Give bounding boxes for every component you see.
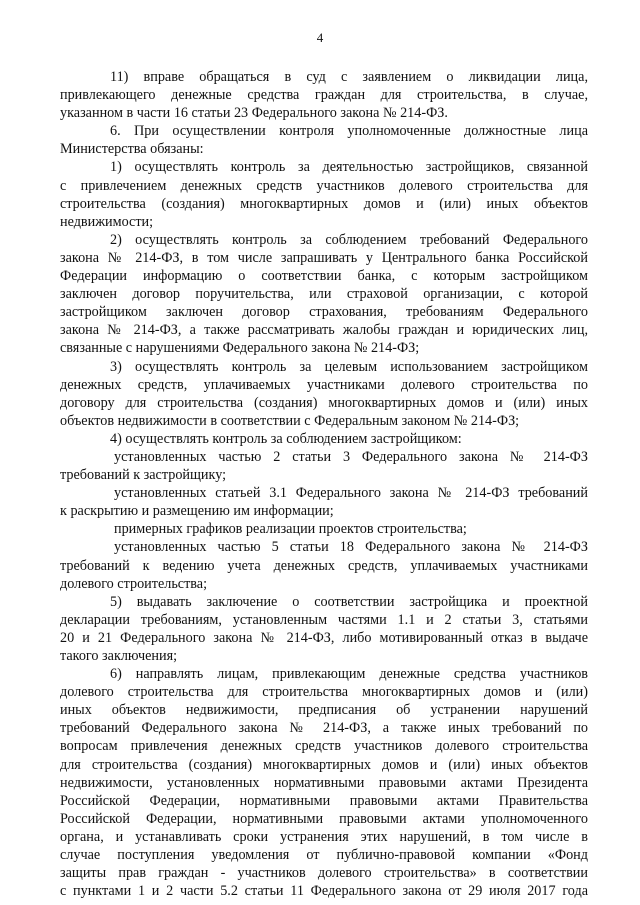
text-line: 4) осуществлять контроль за соблюдением застройщиком: xyxy=(110,430,462,447)
text-line: 1) осуществлять контроль за деятельностью застройщиков, связанной xyxy=(110,159,588,176)
text-line: долевого строительства для строительства многоквартирных домов и (или) xyxy=(60,684,588,701)
text-line: с пунктами 1 и 2 части 5.2 статьи 11 Федерального закона от 29 июля 2017 года xyxy=(60,883,588,900)
text-line: 11) вправе обращаться в суд с заявлением о ликвидации лица, xyxy=(110,69,588,85)
body-text xyxy=(60,68,588,900)
text-line: строительства (создания) многоквартирных домов и (или) иных объектов xyxy=(60,195,588,212)
text-line: застройщиком заключен договор страхования, требованиям Федерального xyxy=(60,304,588,321)
text-line: закона № 214-ФЗ, в том числе запрашивать у Центрального банка Российской xyxy=(60,249,588,266)
text-line: 3) осуществлять контроль за целевым использованием застройщиком xyxy=(110,358,588,375)
text-line: к раскрытию и размещению им информации; xyxy=(60,503,334,520)
text-line: недвижимости; xyxy=(60,213,154,230)
text-line: 6) направлять лицам, привлекающим денежные средства участников xyxy=(110,666,588,683)
page-number: 4 xyxy=(316,30,324,45)
text-line: привлекающего денежные средства граждан для строительства, в случае, xyxy=(60,87,588,104)
text-line: иных объектов недвижимости, предписания об устранении нарушений xyxy=(60,702,588,719)
text-line: денежных средств, уплачиваемых участниками долевого строительства по xyxy=(60,376,588,393)
text-line: 20 и 21 Федерального закона № 214-ФЗ, либо мотивированный отказ в выдаче xyxy=(60,629,588,646)
text-line: с привлечением денежных средств участников долевого строительства для xyxy=(60,177,588,194)
text-line: 6. При осуществлении контроля уполномоченные должностные лица xyxy=(110,123,588,140)
text-line: Министерства обязаны: xyxy=(60,141,204,158)
text-line: защиты прав граждан - участников долевого строительства» в соответствии xyxy=(60,865,588,882)
text-line: требований Федерального закона № 214-ФЗ, а также иных требований по xyxy=(60,720,588,737)
text-line: договору для строительства (создания) многоквартирных домов и (или) иных xyxy=(60,394,588,411)
text-line: недвижимости, установленных нормативными правовыми актами Президента xyxy=(60,774,588,791)
text-line: Российской Федерации, нормативными правовыми актами уполномоченного xyxy=(60,810,588,827)
text-line: декларации требованиям, установленным частями 1.1 и 2 статьи 3, статьями xyxy=(60,611,588,628)
text-line: связанные с нарушениями Федерального закона № 214-ФЗ; xyxy=(60,340,420,357)
text-line: требований к ведению учета денежных средств, уплачиваемых участниками xyxy=(60,557,588,574)
text-line: требований к застройщику; xyxy=(60,467,227,484)
text-line: органа, и устанавливать сроки устранения этих нарушений, в том числе в xyxy=(60,828,588,845)
text-line: для строительства (создания) многоквартирных домов и (или) иных объектов xyxy=(60,756,588,773)
text-line: установленных статьей 3.1 Федерального закона № 214-ФЗ требований xyxy=(114,485,588,502)
text-line: примерных графиков реализации проектов строительства; xyxy=(114,521,467,538)
text-line: установленных частью 5 статьи 18 Федерального закона № 214-ФЗ xyxy=(114,539,588,556)
text-line: 2) осуществлять контроль за соблюдением требований Федерального xyxy=(110,231,588,248)
text-line: такого заключения; xyxy=(60,648,178,664)
text-line: объектов недвижимости в соответствии с Федеральным законом № 214-ФЗ; xyxy=(60,412,520,429)
text-line: Федерации информацию о соответствии банка, с которым застройщиком xyxy=(60,268,588,285)
text-line: Российской Федерации, нормативными правовыми актами Правительства xyxy=(60,792,588,809)
text-line: установленных частью 2 статьи 3 Федерального закона № 214-ФЗ xyxy=(114,448,588,465)
text-line: долевого строительства; xyxy=(60,575,208,592)
text-line: заключен договор поручительства, или страховой организации, с которой xyxy=(60,286,588,303)
text-line: 5) выдавать заключение о соответствии застройщика и проектной xyxy=(110,593,588,610)
text-line: закона № 214-ФЗ, а также рассматривать жалобы граждан и юридических лиц, xyxy=(60,322,588,339)
text-line: случае поступления уведомления от публично-правовой компании «Фонд xyxy=(60,847,588,864)
text-line: указанном в части 16 статьи 23 Федерального закона № 214-ФЗ. xyxy=(60,105,448,122)
text-line: вопросам привлечения денежных средств участников долевого строительства xyxy=(60,738,588,755)
